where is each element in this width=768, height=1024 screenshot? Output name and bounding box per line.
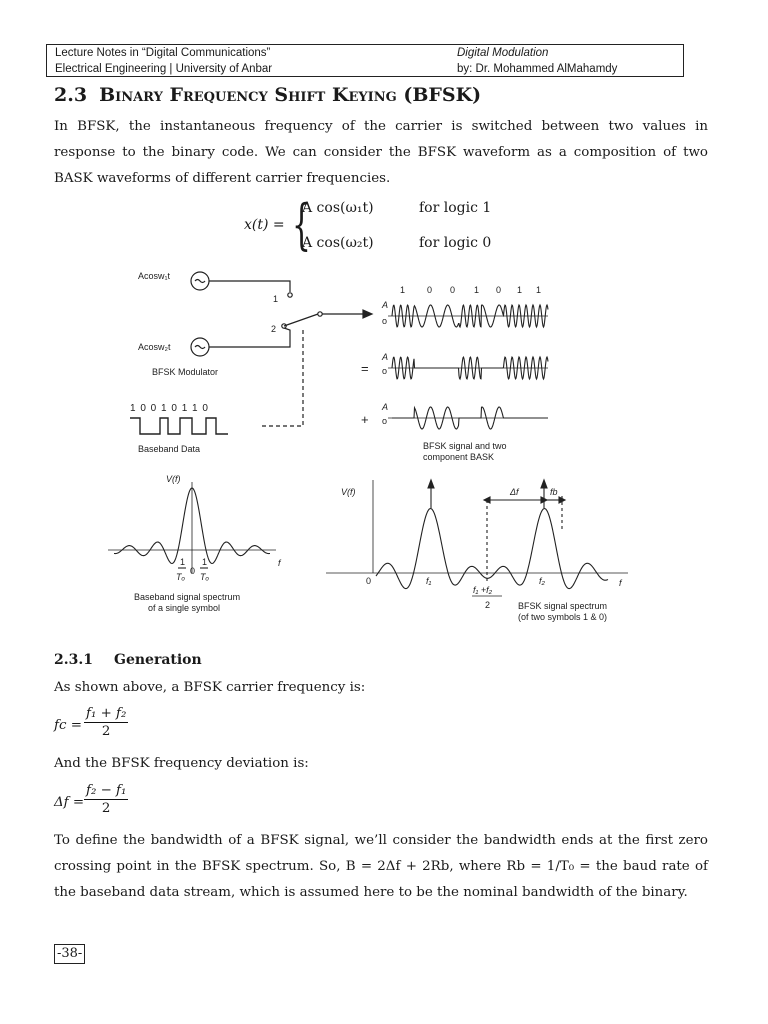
page-header: [46, 44, 684, 77]
header-topic: Digital Modulation: [457, 47, 549, 59]
equation-brace: {: [292, 193, 311, 256]
right-caption-1: BFSK signal spectrum: [518, 601, 608, 611]
fc-denominator: 2: [101, 724, 111, 739]
waveforms: [392, 305, 548, 429]
fc-numerator: f₁ + f₂: [86, 706, 127, 721]
fb-label: fb: [550, 487, 558, 497]
bfsk-figure: [108, 268, 648, 630]
header-department: Electrical Engineering | University of Anbar: [55, 63, 273, 75]
wave-bit-5: 0: [496, 285, 502, 295]
bandwidth-paragraph: To define the bandwidth of a BFSK signal, we’ll consider the bandwidth ends at the first zero crossing point in the BFSK spectrum. So, B = 2Δf + 2Rb, where Rb = 1/T₀ = the baud rate of the baseband data stream, which is assumed here to be the nominal bandwidth of the binary.: [54, 833, 708, 900]
zero-label-2: o: [382, 366, 388, 376]
deviation-text: And the BFSK frequency deviation is:: [54, 756, 309, 771]
left-ylabel: V(f): [166, 474, 181, 484]
generation-text: As shown above, a BFSK carrier frequency is:: [54, 680, 366, 695]
carrier1-label: Acosw₁t: [138, 271, 171, 281]
wave-bit-3: 0: [450, 285, 456, 295]
switch-pos-1: 1: [273, 294, 279, 304]
equation-condition-1: for logic 1: [419, 200, 492, 216]
waveform-caption-1: BFSK signal and two: [423, 441, 507, 451]
plus-sign: +: [361, 412, 369, 427]
zero-label-3: o: [382, 416, 388, 426]
wave-bit-7: 1: [536, 285, 542, 295]
wave-bit-6: 1: [517, 285, 523, 295]
equation-condition-2: for logic 0: [419, 235, 492, 251]
amp-label-2: A: [382, 352, 389, 362]
right-mid-num: f₁ +f₂: [473, 585, 493, 595]
right-origin: 0: [366, 576, 372, 586]
zero-label-1: o: [382, 316, 388, 326]
equals-sign: =: [361, 361, 369, 376]
right-caption-2: (of two symbols 1 & 0): [518, 612, 608, 622]
right-mid-den: 2: [485, 600, 491, 610]
delta-f-label: Δf: [510, 487, 519, 497]
amp-label-1: A: [382, 300, 389, 310]
header-author: by: Dr. Mohammed AlMahamdy: [457, 63, 618, 75]
wave-bit-4: 1: [474, 285, 480, 295]
bfsk-equation: [244, 193, 544, 260]
bfsk-figure-svg: [108, 268, 648, 630]
deviation-denominator: 2: [101, 801, 111, 816]
left-caption-2: of a single symbol: [148, 603, 221, 613]
modulator-label: BFSK Modulator: [152, 367, 219, 377]
switch-pos-2: 2: [271, 324, 277, 334]
subsection-title: [54, 652, 202, 668]
left-tick-pos-num: 1: [202, 557, 208, 567]
baseband-label: Baseband Data: [138, 444, 201, 454]
left-tick-neg-den: Tₒ: [176, 572, 186, 582]
deviation-numerator: f₂ − f₁: [86, 783, 127, 798]
equation-lhs: x(t) =: [244, 217, 285, 233]
page-number: -38-: [54, 944, 85, 964]
subsection-number: 2.3.1: [54, 652, 93, 668]
deviation-lhs: Δf =: [54, 795, 85, 810]
section-title-text: Binary Frequency Shift Keying: [99, 84, 397, 106]
left-tick-pos-den: Tₒ: [200, 572, 210, 582]
right-f2: f₂: [539, 576, 545, 586]
left-tick-neg-num: 1: [180, 557, 186, 567]
intro-paragraph: In BFSK, the instantaneous frequency of the carrier is switched between two values in response to the binary code. We can consider the BFSK waveform as a composition of two BASK waveforms of different carrier frequencies.: [54, 119, 708, 186]
data-bits: 1 0 0 1 0 1 1 0: [130, 403, 209, 414]
section-abbr: (BFSK): [403, 84, 482, 106]
equation-case-1: A cos(ω₁t): [302, 200, 374, 216]
waveform-caption-2: component BASK: [423, 452, 495, 462]
right-ylabel: V(f): [341, 487, 356, 497]
right-xlabel: f: [619, 578, 622, 588]
right-spectrum-curve: [376, 509, 608, 589]
section-title: [54, 84, 481, 106]
amp-label-3: A: [382, 402, 389, 412]
equation-case-2: A cos(ω₂t): [302, 235, 374, 251]
left-xlabel: f: [278, 558, 281, 568]
subsection-title-text: Generation: [114, 652, 202, 668]
wave-bit-2: 0: [427, 285, 433, 295]
right-f1: f₁: [426, 576, 432, 586]
section-number: 2.3: [54, 84, 88, 106]
carrier2-label: Acosw₂t: [138, 342, 171, 352]
fc-lhs: fc =: [54, 718, 82, 733]
header-course: Lecture Notes in “Digital Communications”: [55, 47, 271, 59]
left-caption-1: Baseband signal spectrum: [134, 592, 241, 602]
wave-bit-1: 1: [400, 285, 406, 295]
left-tick-zero: 0: [190, 566, 196, 576]
